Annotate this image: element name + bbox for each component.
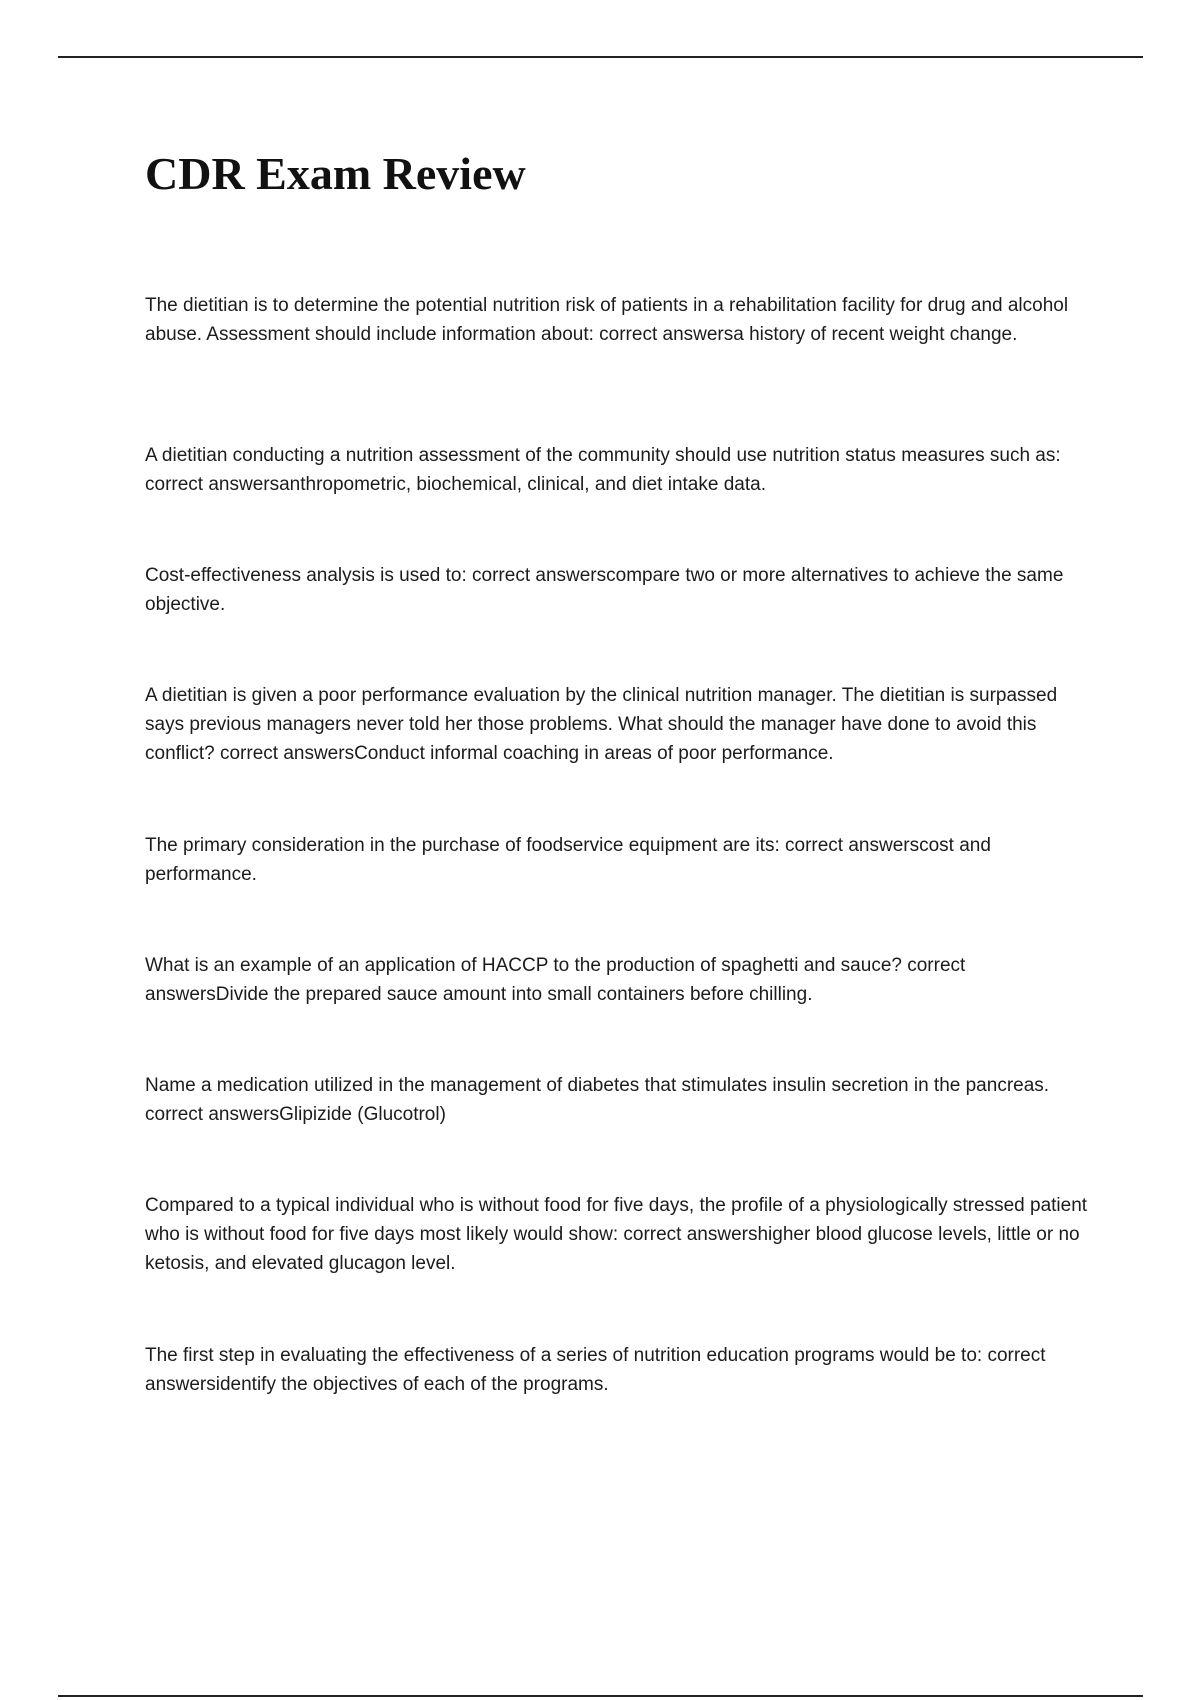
qa-item-7: Name a medication utilized in the management of diabetes that stimulates insulin secretion in the pancreas. correct answersGlipizide (Glucotrol) (145, 1075, 1050, 1125)
qa-item-3: Cost-effectiveness analysis is used to: correct answerscompare two or more alternatives to achieve the same objective. (145, 565, 1064, 615)
header-rule (58, 56, 1143, 58)
qa-item-9: The first step in evaluating the effectiveness of a series of nutrition education programs would be to: correct answersidentify the objectives of each of the programs. (145, 1345, 1046, 1395)
qa-item-4: A dietitian is given a poor performance evaluation by the clinical nutrition manager. The dietitian is surpassed says previous managers never told her those problems. What should the manager have done to avoid this conflict? correct answersConduct informal coaching in areas of poor performance. (145, 685, 1058, 764)
qa-item-1: The dietitian is to determine the potential nutrition risk of patients in a rehabilitation facility for drug and alcohol abuse. Assessment should include information about: correct answersa history of recent weight change. (145, 295, 1069, 345)
footer-rule (58, 1695, 1143, 1697)
qa-item-2: A dietitian conducting a nutrition assessment of the community should use nutrition status measures such as: correct answersanthropometric, biochemical, clinical, and diet intake data. (145, 445, 1061, 495)
qa-item-8: Compared to a typical individual who is without food for five days, the profile of a physiologically stressed patient who is without food for five days most likely would show: correct answershigher blood glucose levels, little or no ketosis, and elevated glucagon level. (145, 1195, 1088, 1274)
page-title: CDR Exam Review (145, 148, 526, 199)
qa-item-5: The primary consideration in the purchase of foodservice equipment are its: correct answerscost and performance. (145, 835, 991, 885)
qa-item-6: What is an example of an application of HACCP to the production of spaghetti and sauce? correct answersDivide the prepared sauce amount into small containers before chilling. (145, 955, 966, 1005)
